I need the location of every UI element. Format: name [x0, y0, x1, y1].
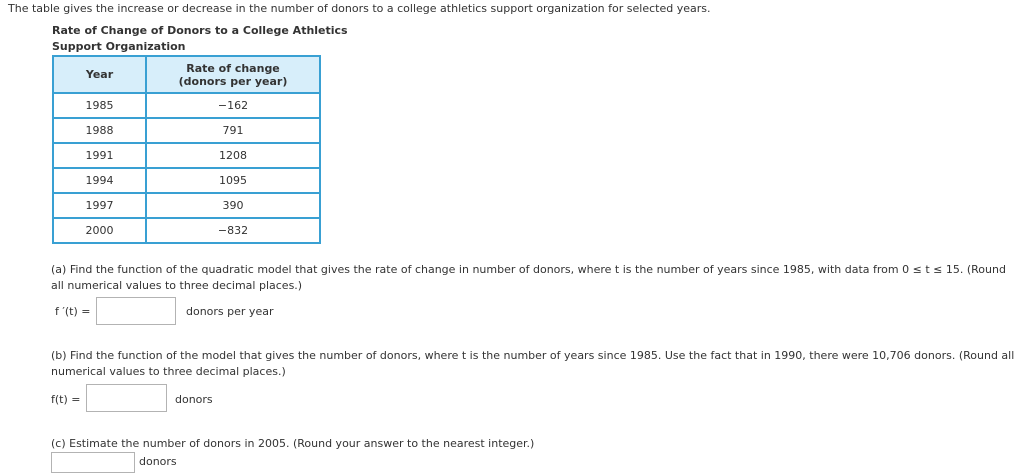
- table-row: [53, 218, 320, 243]
- year-cell: 1988: [53, 118, 146, 143]
- table-header-row: [53, 56, 320, 93]
- rate-cell: 791: [146, 118, 320, 143]
- table-row: [53, 193, 320, 218]
- header-rate-line2: (donors per year): [178, 74, 288, 88]
- table-row: [53, 168, 320, 193]
- part-c-question: (c) Estimate the number of donors in 2005. (Round your answer to the nearest integer.): [51, 437, 535, 450]
- year-cell: 1985: [53, 93, 146, 118]
- part-a-label: f ′(t) =: [55, 305, 91, 318]
- intro-text: The table gives the increase or decrease in the number of donors to a college athletics support organization for selected years.: [8, 2, 711, 15]
- year-cell: 1994: [53, 168, 146, 193]
- part-a-question: (a) Find the function of the quadratic model that gives the rate of change in number of donors, where t is the number of years since 1985, with data from 0 ≤ t ≤ 15. (Round all numerical values to three decimal places.): [51, 263, 1006, 292]
- rate-cell: −162: [146, 93, 320, 118]
- table-row: [53, 93, 320, 118]
- rate-cell: −832: [146, 218, 320, 243]
- header-rate-line1: Rate of change: [186, 61, 280, 75]
- rate-cell: 1095: [146, 168, 320, 193]
- rate-cell: 390: [146, 193, 320, 218]
- year-cell: 1991: [53, 143, 146, 168]
- year-cell: 2000: [53, 218, 146, 243]
- part-c-answer-input[interactable]: [51, 452, 135, 473]
- table-caption: Rate of Change of Donors to a College Athletics Support Organization: [52, 24, 348, 53]
- part-b-answer-input[interactable]: [86, 384, 167, 412]
- table-row: [53, 118, 320, 143]
- table-row: [53, 143, 320, 168]
- part-b-unit: donors: [175, 393, 213, 406]
- part-b-question: (b) Find the function of the model that gives the number of donors, where t is the number of years since 1985. Use the fact that in 1990, there were 10,706 donors. (Round all numerical values to three decimal places.): [51, 349, 1015, 378]
- donor-rate-table: [52, 55, 321, 244]
- year-cell: 1997: [53, 193, 146, 218]
- header-rate: [146, 56, 320, 93]
- header-year: Year: [53, 56, 146, 93]
- part-a-answer-input[interactable]: [96, 297, 176, 325]
- part-a-unit: donors per year: [186, 305, 274, 318]
- part-c-unit: donors: [139, 455, 177, 468]
- rate-cell: 1208: [146, 143, 320, 168]
- part-b-label: f(t) =: [51, 393, 81, 406]
